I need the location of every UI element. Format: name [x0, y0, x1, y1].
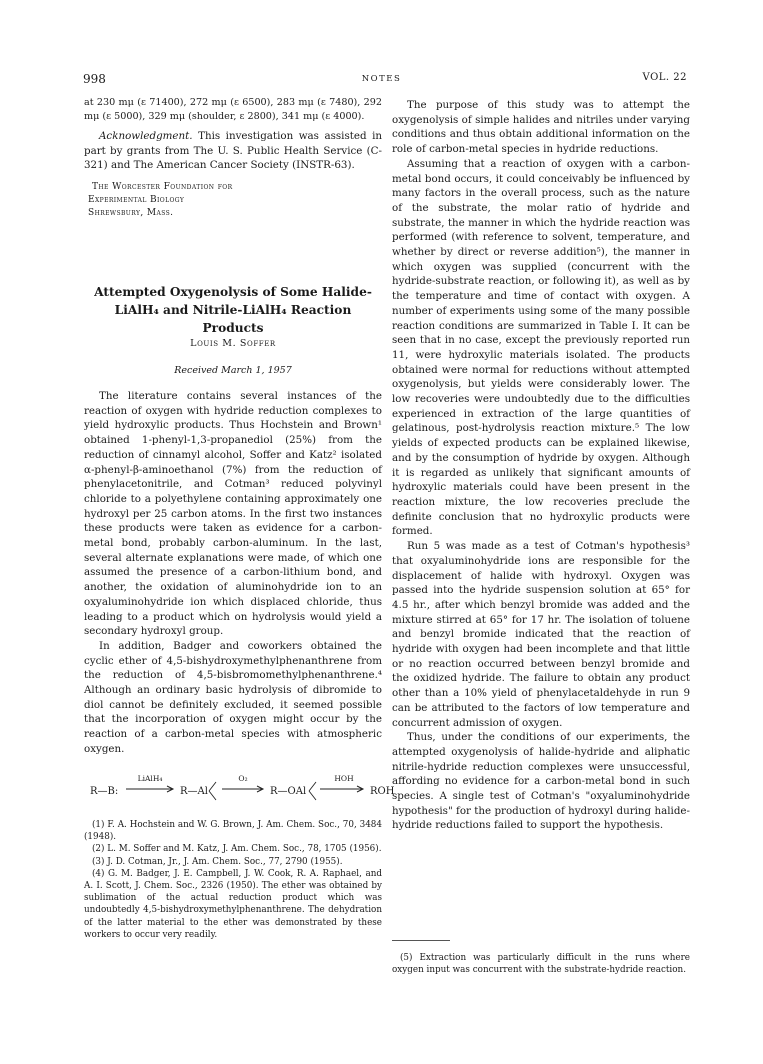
previous-article-end	[84, 96, 382, 220]
affiliation-line: The Worcester Foundation for	[92, 182, 233, 193]
footnotes-right	[392, 952, 690, 976]
paragraph: The purpose of this study was to attempt the oxygenolysis of simple halides and nitriles under varying conditions and thus obtain additional information on the role of carbon-metal species in hydride reductions.	[392, 99, 690, 156]
reaction-arrow	[320, 784, 366, 794]
footnote-rule	[392, 940, 450, 941]
footnote: (5) Extraction was particularly difficult in the runs where oxygen input was concurrent with the substrate-hydride reaction.	[392, 953, 690, 976]
scheme-reagent: O₂	[238, 774, 248, 783]
reaction-scheme	[90, 774, 395, 804]
footnote: (3) J. D. Cotman, Jr., J. Am. Chem. Soc., 77, 2790 (1955).	[92, 856, 343, 867]
scheme-intermediate: R—OAl	[270, 786, 307, 797]
footnotes-left	[84, 819, 382, 941]
aluminum-bond-marks	[208, 778, 218, 804]
spectral-data-text: at 230 mμ (ε 71400), 272 mμ (ε 6500), 283 mμ (ε 7480), 292 mμ (ε 5000), 329 mμ (shoulder, ε 2800), 341 mμ (ε 4000).	[84, 97, 382, 122]
paragraph: The literature contains several instances of the reaction of oxygen with hydride reduction complexes to yield hydroxylic products. Thus Hochstein and Brown¹ obtained 1-phenyl-1,3-propanediol (25%) from the reduction of cinnamyl alcohol, Soffer and Katz² isolated α-phenyl-β-aminoethanol (7%) from the reduction of phenylacetonitrile, and Cotman³ reduced polyvinyl chloride to a polyethylene containing approximately one hydroxyl per 25 carbon atoms. In the first two instances these products were taken as evidence for a carbon-metal bond, probably carbon-aluminum. In the last, several alternate explanations were made, of which one assumed the presence of a carbon-lithium bond, and another, the oxidation of aluminohydride ion to an oxyaluminohydride ion which displaced chloride, thus leading to a product which on hydrolysis would yield a secondary hydroxyl group.	[84, 390, 382, 638]
scheme-reagent: LiAlH₄	[137, 774, 163, 783]
reaction-arrow	[126, 784, 176, 794]
left-body	[84, 389, 382, 757]
author: Louis M. Soffer	[190, 338, 276, 349]
scheme-reactant: R—B:	[90, 786, 119, 797]
right-body	[392, 98, 690, 833]
affiliation-line: Experimental Biology	[88, 195, 185, 206]
page-number: 998	[83, 72, 106, 86]
acknowledgment-label: Acknowledgment.	[99, 130, 193, 142]
affiliation-line: Shrewsbury, Mass.	[88, 208, 174, 219]
scheme-intermediate: R—Al	[180, 786, 208, 797]
section-header: NOTES	[361, 74, 402, 84]
paragraph: In addition, Badger and coworkers obtained the cyclic ether of 4,5-bishydroxymethylphenanthrene from the reduction of 4,5-bisbromomethylphenanthrene.⁴ Although an ordinary basic hydrolysis of dibromide to diol cannot be definitely excluded, it seemed possible that the incorporation of oxygen might occur by the reaction of a carbon-metal species with atmospheric oxygen.	[84, 639, 382, 755]
volume-label: VOL. 22	[642, 72, 687, 83]
scheme-reagent: HOH	[334, 774, 354, 783]
paragraph: Assuming that a reaction of oxygen with a carbon-metal bond occurs, it could conceivably be influenced by many factors in the overall process, such as the nature of the substrate, the molar ratio of hydride and substrate, the manner in which the hydride reaction was performed (with reference to solvent, temperature, and whether by direct or reverse addition⁵), the manner in which oxygen was supplied (concurrent with the hydride-substrate reaction, or following it), as well as by the temperature and time of contact with oxygen. A number of experiments using some of the many possible reaction conditions are summarized in Table I. It can be seen that in no case, except the previously reported run 11, were hydroxylic materials isolated. The products obtained were normal for reductions without attempted oxygenolysis, but yields were considerably lower. The low recoveries were undoubtedly due to the difficulties experienced in extraction of the large quantities of gelatinous, post-hydrolysis reaction mixture.⁵ The low yields of expected products can be explained likewise, and by the consumption of hydride by oxygen. Although it is regarded as unlikely that significant amounts of hydroxylic materials could have been present in the reaction mixture, the low recoveries preclude the definite conclusion that no hydroxylic products were formed.	[392, 157, 690, 538]
affiliation	[84, 181, 382, 220]
reaction-arrow	[222, 784, 266, 794]
footnote: (2) L. M. Soffer and M. Katz, J. Am. Chem. Soc., 78, 1705 (1956).	[92, 844, 382, 855]
aluminum-bond-marks	[308, 778, 318, 804]
paragraph: Thus, under the conditions of our experiments, the attempted oxygenolysis of halide-hydride and aliphatic nitrile-hydride reduction complexes were unsuccessful, affording no evidence for a carbon-metal bond in such species. A single test of Cotman's "oxyaluminohydride hypothesis" for the production of hydroxyl during halide-hydride reductions failed to support the hypothesis.	[392, 731, 690, 832]
paragraph: Run 5 was made as a test of Cotman's hypothesis³ that oxyaluminohydride ions are responsible for the displacement of halide with hydroxyl. Oxygen was passed into the hydride suspension solution at 65° for 4.5 hr., after which benzyl bromide was added and the mixture stirred at 65° for 17 hr. The isolation of toluene and benzyl bromide indicated that the reaction of hydride with oxygen had been incomplete and that little or no reaction occurred between benzyl bromide and the oxidized hydride. The failure to obtain any product other than a 10% yield of phenylacetaldehyde in run 9 can be attributed to the factors of low temperature and concurrent admission of oxygen.	[392, 540, 690, 729]
footnote: (4) G. M. Badger, J. E. Campbell, J. W. Cook, R. A. Raphael, and A. I. Scott, J. Chem. Soc., 2326 (1950). The ether was obtained by sublimation of the actual reduction product which was undoubtedly 4,5-bishydroxymethylphenanthrene. The dehydration of the latter material to the ether was demonstrated by these workers to occur very readily.	[84, 868, 382, 940]
scheme-product: ROH	[370, 786, 395, 797]
acknowledgment	[84, 129, 382, 173]
received-date: Received March 1, 1957	[174, 365, 292, 376]
article-title-line: Attempted Oxygenolysis of Some Halide-	[94, 285, 372, 299]
footnote: (1) F. A. Hochstein and W. G. Brown, J. Am. Chem. Soc., 70, 3484 (1948).	[84, 820, 382, 843]
article-title	[84, 283, 382, 337]
article-title-line: LiAlH₄ and Nitrile-LiAlH₄ Reaction Products	[114, 303, 352, 335]
acknowledgment-text: This investigation was assisted in part by grants from The U. S. Public Health Service (C-321) and The American Cancer Society (INSTR-63).	[84, 130, 382, 172]
